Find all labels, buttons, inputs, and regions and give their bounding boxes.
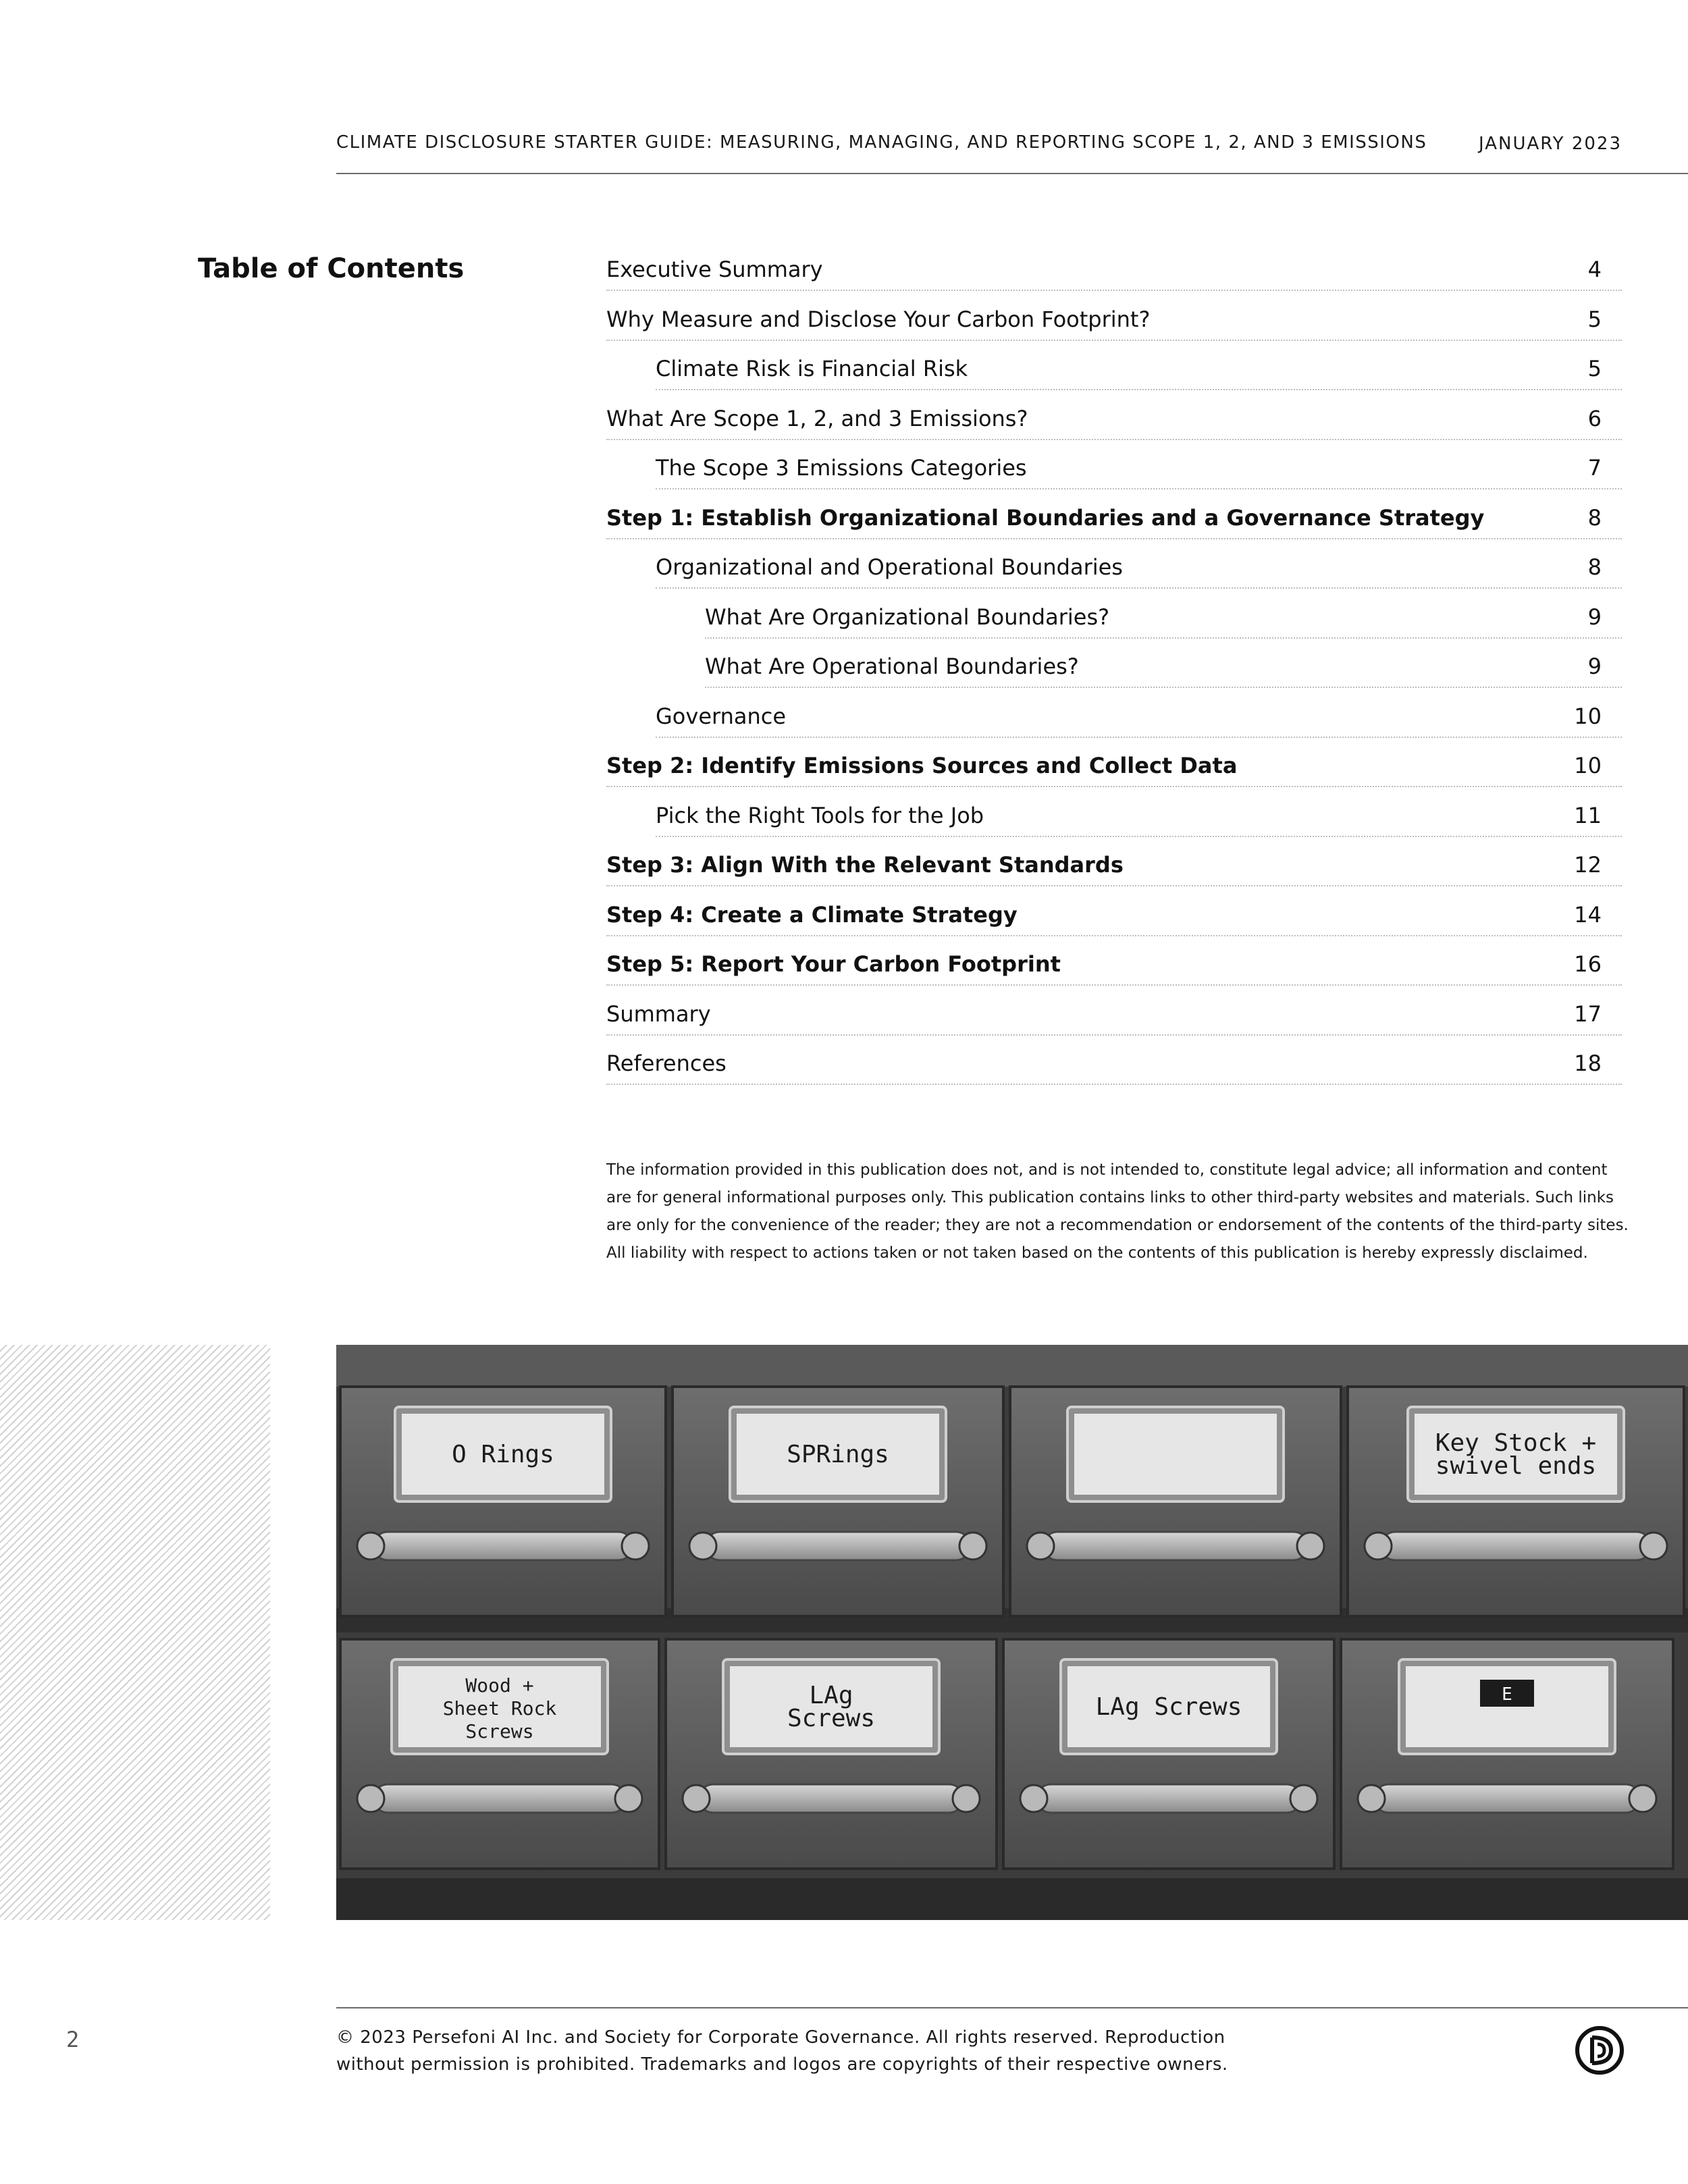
copyright-line: © 2023 Persefoni AI Inc. and Society for Corporate Governance. All rights reserved. Reproduction [336, 2027, 1225, 2048]
toc-entry-label: Step 3: Align With the Relevant Standards [606, 852, 1124, 878]
toc-entry-page: 4 [1587, 257, 1602, 282]
drawer-label-text: Screws [465, 1720, 534, 1742]
toc-entry[interactable] [606, 694, 1622, 744]
toc-entry-label: Governance [656, 703, 787, 729]
hatch-pattern-decoration [0, 1345, 270, 1920]
toc-entry-label: Pick the Right Tools for the Job [656, 802, 984, 828]
toc-entry[interactable] [606, 942, 1622, 992]
disclaimer-text [606, 1156, 1629, 1267]
toc-entry[interactable] [606, 496, 1622, 545]
toc-entry-page: 8 [1587, 504, 1602, 531]
drawer-label-text: SPRings [787, 1441, 889, 1468]
drawer-handle [374, 1784, 625, 1813]
toc-entry-label: Step 5: Report Your Carbon Footprint [606, 951, 1061, 977]
screw-icon [357, 1533, 384, 1560]
screw-icon [959, 1533, 986, 1560]
drawer-label-text: swivel ends [1435, 1452, 1597, 1480]
screw-icon [622, 1533, 649, 1560]
persefoni-logo-icon [1573, 2024, 1626, 2077]
toc-entry[interactable] [606, 893, 1622, 942]
toc-entry-page: 8 [1587, 554, 1602, 580]
toc-entry[interactable] [606, 297, 1622, 347]
screw-icon [1629, 1785, 1656, 1812]
toc-entry-label: Summary [606, 1001, 711, 1027]
screw-icon [1640, 1533, 1667, 1560]
drawer-label-text: LAg [809, 1682, 853, 1709]
drawer-label-text: Screws [787, 1705, 876, 1732]
drawer-label-text: Sheet Rock [442, 1697, 557, 1720]
screw-icon [683, 1785, 710, 1812]
toc-entry-label: Step 2: Identify Emissions Sources and Collect Data [606, 753, 1238, 778]
toc-entry-page: 9 [1587, 604, 1602, 630]
toc-dotted-leader [606, 1084, 1622, 1085]
drawer-handle [1375, 1784, 1639, 1813]
drawer-handle [374, 1532, 632, 1560]
footer-divider [336, 2007, 1688, 2008]
toc-entry-page: 18 [1574, 1050, 1602, 1076]
screw-icon [689, 1533, 716, 1560]
label-card [1074, 1414, 1277, 1495]
toc-entry[interactable] [606, 346, 1622, 396]
toc-entry-page: 16 [1574, 951, 1602, 977]
header-date: JANUARY 2023 [1479, 134, 1622, 154]
toc-entry-page: 5 [1587, 306, 1602, 332]
toc-entry-page: 10 [1574, 753, 1602, 778]
toc-dotted-leader [606, 538, 1622, 539]
toc-dotted-leader [656, 836, 1622, 837]
toc-entry-page: 10 [1574, 703, 1602, 729]
screw-icon [1290, 1785, 1317, 1812]
toc-entry-page: 5 [1587, 356, 1602, 381]
disclaimer-line: The information provided in this publication does not, and is not intended to, constitute legal advice; all information and content [606, 1161, 1608, 1179]
toc-dotted-leader [705, 637, 1622, 639]
drawer-label-text: E [1502, 1684, 1512, 1705]
toc-entry-label: Step 4: Create a Climate Strategy [606, 901, 1018, 928]
drawer-label-text: LAg Screws [1095, 1693, 1242, 1721]
drawer [1348, 1387, 1684, 1616]
drawer [1003, 1639, 1334, 1869]
toc-entry-page: 9 [1587, 654, 1602, 679]
toc-entry[interactable] [606, 247, 1622, 297]
drawer [1341, 1639, 1673, 1869]
drawer-cabinet-illustration [336, 1345, 1688, 1920]
drawer-handle [706, 1532, 970, 1560]
toc-dotted-leader [606, 885, 1622, 886]
table-of-contents [606, 247, 1622, 1091]
toc-entry-label: What Are Scope 1, 2, and 3 Emissions? [606, 405, 1028, 431]
toc-entry-label: References [606, 1050, 727, 1076]
toc-entry[interactable] [606, 1041, 1622, 1091]
toc-dotted-leader [606, 786, 1622, 787]
screw-icon [1358, 1785, 1385, 1812]
toc-entry-label: What Are Operational Boundaries? [705, 654, 1079, 679]
drawer [340, 1639, 659, 1869]
drawer-label-text: Key Stock + [1435, 1429, 1597, 1457]
toc-entry-label: What Are Organizational Boundaries? [705, 604, 1110, 630]
toc-entry[interactable] [606, 992, 1622, 1042]
toc-dotted-leader [606, 984, 1622, 986]
toc-entry-page: 14 [1574, 901, 1602, 928]
toc-dotted-leader [656, 488, 1622, 489]
toc-dotted-leader [606, 935, 1622, 936]
screw-icon [357, 1785, 384, 1812]
screw-icon [1365, 1533, 1392, 1560]
drawer [340, 1387, 666, 1616]
toc-dotted-leader [606, 290, 1622, 291]
toc-entry-page: 17 [1574, 1001, 1602, 1027]
toc-entry[interactable] [606, 595, 1622, 645]
toc-entry-label: Organizational and Operational Boundaries [656, 554, 1123, 580]
toc-entry-label: Why Measure and Disclose Your Carbon Footprint? [606, 306, 1151, 332]
screw-icon [1020, 1785, 1047, 1812]
toc-dotted-leader [656, 389, 1622, 390]
toc-entry-page: 11 [1574, 802, 1602, 828]
toc-dotted-leader [606, 1034, 1622, 1036]
toc-entry-page: 12 [1574, 852, 1602, 878]
header-divider [336, 173, 1688, 174]
drawer-label-text: O Rings [452, 1441, 554, 1468]
disclaimer-line: are only for the convenience of the reader; they are not a recommendation or endorsement of the contents of the third-party sites. [606, 1217, 1629, 1234]
toc-dotted-leader [606, 439, 1622, 440]
toc-entry[interactable] [606, 743, 1622, 793]
drawer [1010, 1387, 1341, 1616]
copyright-line: without permission is prohibited. Trademarks and logos are copyrights of their respective owners. [336, 2054, 1228, 2075]
drawer [672, 1387, 1003, 1616]
toc-entry-page: 7 [1587, 455, 1602, 481]
header-title: CLIMATE DISCLOSURE STARTER GUIDE: MEASURING, MANAGING, AND REPORTING SCOPE 1, 2, AND 3 EMISSIONS [336, 132, 1427, 153]
drawer-handle [1037, 1784, 1300, 1813]
drawer [666, 1639, 997, 1869]
copyright-notice [336, 2024, 1282, 2078]
toc-entry[interactable] [606, 644, 1622, 694]
toc-entry[interactable] [606, 396, 1622, 446]
toc-entry[interactable] [606, 843, 1622, 893]
toc-entry[interactable] [606, 793, 1622, 843]
toc-entry-label: The Scope 3 Emissions Categories [656, 455, 1027, 481]
toc-dotted-leader [705, 687, 1622, 688]
toc-dotted-leader [606, 340, 1622, 341]
screw-icon [1297, 1533, 1324, 1560]
toc-heading: Table of Contents [198, 253, 465, 284]
toc-dotted-leader [656, 737, 1622, 738]
disclaimer-line: are for general informational purposes only. This publication contains links to other third-party websites and materials. Such links [606, 1189, 1614, 1206]
toc-entry[interactable] [606, 446, 1622, 496]
screw-icon [615, 1785, 642, 1812]
drawer-handle [1044, 1532, 1307, 1560]
toc-entry-label: Step 1: Establish Organizational Boundaries and a Governance Strategy [606, 504, 1485, 531]
toc-dotted-leader [656, 587, 1622, 589]
drawer-cabinet-photo [336, 1345, 1688, 1920]
screw-icon [1027, 1533, 1054, 1560]
screw-icon [953, 1785, 980, 1812]
toc-entry-label: Climate Risk is Financial Risk [656, 356, 968, 381]
toc-entry-label: Executive Summary [606, 257, 823, 282]
toc-entry-page: 6 [1587, 405, 1602, 431]
disclaimer-line: All liability with respect to actions taken or not taken based on the contents of this publication is hereby expressly disclaimed. [606, 1244, 1588, 1262]
drawer-handle [700, 1784, 963, 1813]
toc-entry[interactable] [606, 545, 1622, 595]
drawer-label-text: Wood + [465, 1674, 534, 1697]
page-number: 2 [66, 2027, 80, 2052]
drawer-handle [1381, 1532, 1650, 1560]
